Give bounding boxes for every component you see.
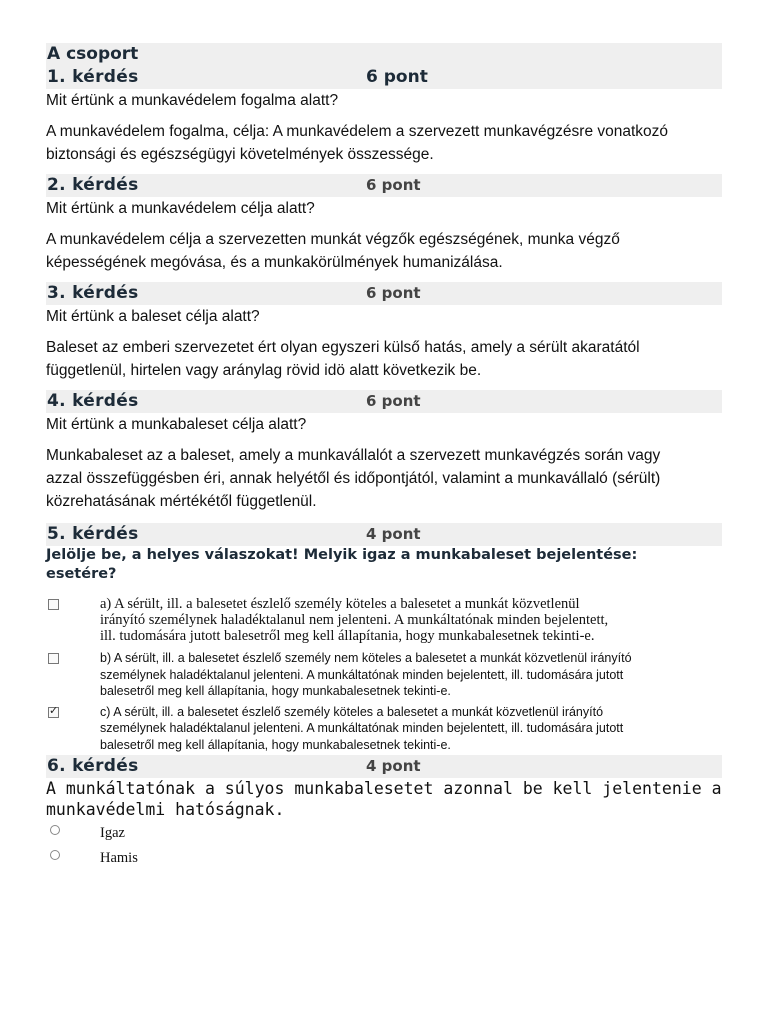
- answer-text: [46, 120, 722, 166]
- checkbox-b[interactable]: [48, 653, 59, 664]
- radio-option-false[interactable]: [46, 848, 722, 873]
- question-label: 5. kérdés: [47, 524, 139, 544]
- question-text: Mit értünk a munkavédelem fogalma alatt?: [46, 92, 339, 109]
- question-label: 4. kérdés: [47, 391, 139, 411]
- option-line: irányító személynek haladéktalanul nem jelenteni. A munkáltatónak minden bejelentett,: [100, 612, 609, 628]
- radio-circle-icon[interactable]: [50, 850, 60, 860]
- answer-line: A munkavédelem célja a szervezetten munkát végzők egészségének, munka végző: [46, 231, 620, 248]
- instruction-line: esetére?: [46, 566, 117, 582]
- option-line: személynek haladéktalanul jelenteni. A munkáltatónak minden bejelentett, ill. tudomására jutott: [100, 721, 624, 735]
- instruction-line: Jelölje be, a helyes válaszokat! Melyik igaz a munkabaleset bejelentése:: [46, 547, 638, 563]
- option-line: c) A sérült, ill. a balesetet észlelő személy köteles a balesetet a munkát közvetlenül irányító: [100, 704, 604, 719]
- question-points: 4 pont: [366, 757, 421, 775]
- answer-text: [46, 228, 722, 274]
- statement-line: A munkáltatónak a súlyos munkabalesetet azonnal be kell jelentenie a: [46, 779, 722, 798]
- radio-circle-icon[interactable]: [50, 825, 60, 835]
- radio-label: Hamis: [100, 850, 138, 866]
- answer-line: azzal összefüggésben éri, annak helyétől és időpontjától, valamint a munkavállaló (sérült): [46, 470, 661, 487]
- option-line: balesetről meg kell állapítania, hogy munkabalesetnek tekinti-e.: [100, 737, 451, 752]
- quiz-page: [46, 43, 722, 873]
- question-points: 6 pont: [366, 176, 421, 194]
- answer-line: Baleset az emberi szervezetet ért olyan egyszeri külső hatás, amely a sérült akaratától: [46, 339, 640, 356]
- question-header-2: [46, 174, 722, 197]
- question-points: 6 pont: [366, 67, 428, 87]
- option-line: b) A sérült, ill. a balesetet észlelő személy nem köteles a balesetet a munkát közvetlenül irányító: [100, 651, 632, 665]
- radio-option-true[interactable]: [46, 823, 722, 848]
- question-text: Mit értünk a munkabaleset célja alatt?: [46, 416, 307, 433]
- answer-line: Munkabaleset az a baleset, amely a munkavállalót a szervezett munkavégzés során vagy: [46, 447, 661, 464]
- answer-line: A munkavédelem fogalma, célja: A munkavédelem a szervezett munkavégzésre vonatkozó: [46, 123, 669, 140]
- option-c[interactable]: [46, 704, 722, 754]
- question-header-5: [46, 523, 722, 546]
- answer-text: [46, 444, 722, 513]
- question-header-3: [46, 282, 722, 305]
- question-header-1: [46, 66, 722, 89]
- answer-line: képességének megóvása, és a munkakörülmények humanizálása.: [46, 254, 503, 271]
- option-line: ill. tudomására jutott balesetről meg kell állapítania, hogy munkabalesetnek tekinti-e.: [100, 628, 595, 644]
- question-points: 6 pont: [366, 392, 421, 410]
- answer-line: közrehatásának mértékétől függetlenül.: [46, 493, 317, 510]
- option-line: a) A sérült, ill. a balesetet észlelő személy köteles a balesetet a munkát közvetlenül: [100, 596, 580, 612]
- question-label: 1. kérdés: [47, 67, 139, 87]
- question-label: 3. kérdés: [47, 283, 139, 303]
- option-b[interactable]: [46, 650, 722, 700]
- statement-line: munkavédelmi hatóságnak.: [46, 800, 285, 819]
- group-title: A csoport: [46, 43, 722, 66]
- checkbox-c-checked[interactable]: [48, 707, 59, 718]
- answer-text: [46, 336, 722, 382]
- option-line: balesetről meg kell állapítania, hogy munkabalesetnek tekinti-e.: [100, 684, 451, 698]
- answer-line: függetlenül, hirtelen vagy aránylag rövid idö alatt következik be.: [46, 362, 482, 379]
- question-instruction: [46, 546, 722, 584]
- radio-label: Igaz: [100, 825, 125, 841]
- question-header-6: [46, 755, 722, 778]
- option-a[interactable]: [46, 596, 722, 644]
- question-statement: [46, 778, 722, 820]
- question-label: 6. kérdés: [47, 756, 139, 776]
- question-label: 2. kérdés: [47, 175, 139, 195]
- question-text: Mit értünk a munkavédelem célja alatt?: [46, 200, 315, 217]
- question-text: Mit értünk a baleset célja alatt?: [46, 308, 260, 325]
- question-header-4: [46, 390, 722, 413]
- question-points: 4 pont: [366, 525, 421, 543]
- question-points: 6 pont: [366, 284, 421, 302]
- answer-line: biztonsági és egészségügyi követelmények összessége.: [46, 146, 434, 163]
- option-line: személynek haladéktalanul jelenteni. A munkáltatónak minden bejelentett, ill. tudomására jutott: [100, 667, 624, 682]
- checkbox-a[interactable]: [48, 599, 59, 610]
